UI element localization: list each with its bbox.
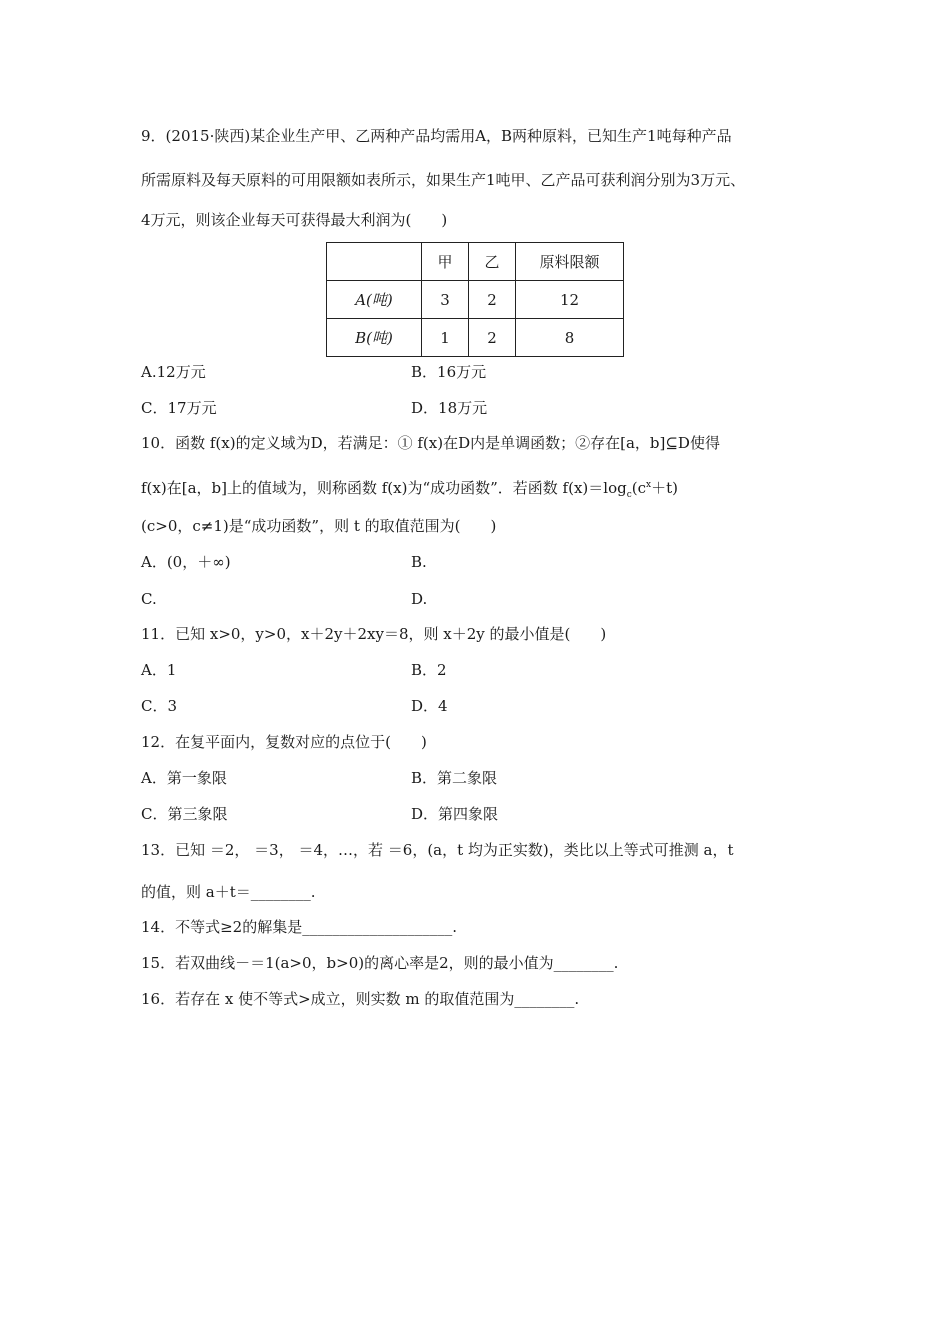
q12-stem: 12．在复平面内，复数对应的点位于( ) bbox=[141, 733, 427, 751]
table-row bbox=[327, 319, 624, 357]
q12-option-b: B．第二象限 bbox=[411, 769, 498, 787]
q11-option-c: C．3 bbox=[141, 697, 178, 715]
q11-stem: 11．已知 x>0，y>0，x＋2y＋2xy＝8，则 x＋2y 的最小值是( ) bbox=[141, 625, 607, 643]
q10-line2-post: ＋t) bbox=[651, 479, 678, 497]
q10-option-c: C. bbox=[141, 590, 157, 608]
q10-line2-pre: f(x)在[a，b]上的值域为，则称函数 f(x)为“成功函数”．若函数 f(x)＝log bbox=[141, 479, 627, 497]
table-cell: A(吨) bbox=[327, 281, 422, 319]
q12-option-a: A．第一象限 bbox=[141, 769, 227, 787]
table-header-cell bbox=[327, 243, 422, 281]
q9-stem-line3: 4万元，则该企业每天可获得最大利润为( ) bbox=[141, 211, 448, 229]
table-cell: 12 bbox=[516, 281, 624, 319]
q13-stem-line2: 的值，则 a＋t＝________. bbox=[141, 883, 316, 901]
q9-option-d: D．18万元 bbox=[411, 399, 488, 417]
table-cell: 1 bbox=[422, 319, 469, 357]
q11-option-b: B．2 bbox=[411, 661, 447, 679]
q16-stem: 16．若存在 x 使不等式>成立，则实数 m 的取值范围为________. bbox=[141, 990, 580, 1008]
table-cell: 2 bbox=[469, 319, 516, 357]
q9-material-table bbox=[326, 242, 624, 357]
table-cell: 3 bbox=[422, 281, 469, 319]
table-cell: 2 bbox=[469, 281, 516, 319]
q10-option-b: B. bbox=[411, 553, 427, 571]
q9-stem-line2: 所需原料及每天原料的可用限额如表所示，如果生产1吨甲、乙产品可获利润分别为3万元、 bbox=[141, 171, 746, 189]
table-cell: B(吨) bbox=[327, 319, 422, 357]
table-header-cell: 原料限额 bbox=[516, 243, 624, 281]
q10-stem-line3: (c>0，c≠1)是“成功函数”，则 t 的取值范围为( ) bbox=[141, 517, 497, 535]
q10-exponent: x bbox=[646, 480, 652, 490]
q9-option-c: C．17万元 bbox=[141, 399, 217, 417]
q11-option-d: D．4 bbox=[411, 697, 448, 715]
table-header-cell: 乙 bbox=[469, 243, 516, 281]
q9-option-a: A.12万元 bbox=[141, 363, 206, 381]
table-row bbox=[327, 281, 624, 319]
q10-option-a: A．(0，＋∞) bbox=[141, 553, 231, 571]
q12-option-c: C．第三象限 bbox=[141, 805, 228, 823]
q11-option-a: A．1 bbox=[141, 661, 177, 679]
q10-line2-mid: (c bbox=[631, 479, 647, 497]
table-header-row bbox=[327, 243, 624, 281]
q10-stem-line1: 10．函数 f(x)的定义域为D，若满足：① f(x)在D内是单调函数；②存在[a，b]⊆D使得 bbox=[141, 434, 720, 452]
q9-option-b: B．16万元 bbox=[411, 363, 487, 381]
q13-stem-line1: 13．已知 ＝2， ＝3， ＝4，…，若 ＝6，(a，t 均为正实数)，类比以上等式可推测 a，t bbox=[141, 841, 734, 859]
q10-option-d: D. bbox=[411, 590, 428, 608]
table-cell: 8 bbox=[516, 319, 624, 357]
q12-option-d: D．第四象限 bbox=[411, 805, 499, 823]
table-header-cell: 甲 bbox=[422, 243, 469, 281]
q9-stem-line1: 9．(2015·陕西)某企业生产甲、乙两种产品均需用A，B两种原料，已知生产1吨每种产品 bbox=[141, 127, 732, 145]
q10-stem-line2 bbox=[141, 475, 678, 505]
q14-stem: 14．不等式≥2的解集是____________________. bbox=[141, 918, 457, 936]
q10-log-base: c bbox=[626, 490, 632, 500]
q15-stem: 15．若双曲线－＝1(a>0，b>0)的离心率是2，则的最小值为________. bbox=[141, 954, 619, 972]
